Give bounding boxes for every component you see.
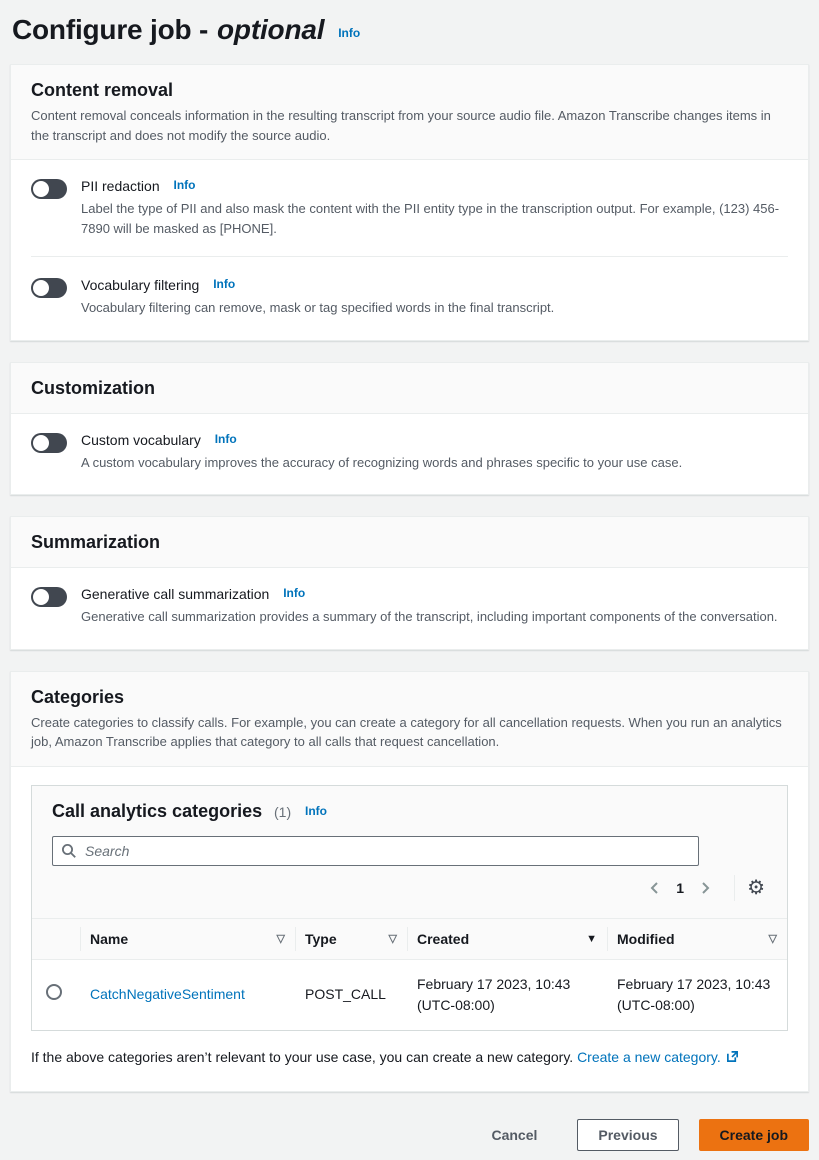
categories-card (10, 671, 809, 1092)
call-analytics-count: (1) (274, 803, 292, 820)
page-title (12, 14, 324, 45)
cancel-button[interactable]: Cancel (471, 1120, 557, 1150)
categories-footer (31, 1047, 788, 1069)
select-all-header (32, 918, 80, 959)
table-header-row (32, 918, 787, 959)
row-created-cell: February 17 2023, 10:43 (UTC-08:00) (417, 975, 571, 1013)
toggle-knob (33, 435, 49, 451)
column-header-name[interactable] (80, 918, 295, 959)
divider (734, 875, 735, 901)
row-name-cell (80, 959, 295, 1030)
column-header-created[interactable] (407, 918, 607, 959)
vocabulary-filtering-toggle[interactable] (31, 278, 67, 298)
customization-body (11, 414, 808, 495)
custom-vocabulary-text (81, 432, 788, 473)
column-label: Name (90, 930, 129, 947)
create-job-button[interactable]: Create job (699, 1119, 809, 1151)
pii-redaction-info-link[interactable]: Info (173, 178, 196, 192)
summarization-title: Summarization (31, 532, 161, 552)
sort-icon[interactable]: ▽ (388, 933, 397, 945)
search-input[interactable] (83, 842, 690, 860)
call-analytics-title: Call analytics categories (52, 800, 263, 821)
summarization-body (11, 568, 808, 649)
custom-vocabulary-toggle[interactable] (31, 433, 67, 453)
toggle-knob (33, 589, 49, 605)
sort-icon-descending[interactable]: ▼ (586, 932, 597, 945)
categories-body (11, 767, 808, 1091)
call-analytics-info-link[interactable]: Info (305, 803, 328, 818)
generative-summarization-row (31, 586, 788, 627)
generative-summarization-label: Generative call summarization (81, 586, 270, 602)
vocabulary-filtering-text (81, 277, 788, 318)
toggle-knob (33, 280, 49, 296)
customization-header (11, 363, 808, 414)
summarization-card (10, 516, 809, 650)
content-removal-title: Content removal (31, 80, 174, 100)
row-radio-button[interactable] (46, 984, 62, 1000)
search-box[interactable] (52, 836, 699, 866)
categories-header (11, 672, 808, 767)
content-removal-card (10, 64, 809, 341)
content-removal-description: Content removal conceals information in the resulting transcript from your source audio file. Amazon Transcribe changes items in the transcript and does not modify the source audio. (31, 108, 771, 143)
page-title-optional: optional (217, 14, 325, 45)
search-icon (61, 843, 77, 859)
custom-vocabulary-row (31, 432, 788, 473)
pii-redaction-description: Label the type of PII and also mask the content with the PII entity type in the transcription output. For example, (123) 456-7890 will be masked as [PHONE]. (81, 201, 780, 236)
pii-redaction-label: PII redaction (81, 178, 160, 194)
column-header-modified[interactable] (607, 918, 787, 959)
previous-button[interactable]: Previous (577, 1119, 678, 1151)
row-select-cell (32, 959, 80, 1030)
column-header-type[interactable] (295, 918, 407, 959)
sort-icon[interactable]: ▽ (276, 933, 285, 945)
summarization-header (11, 517, 808, 568)
sort-icon[interactable]: ▽ (768, 933, 777, 945)
content-removal-body (11, 160, 808, 340)
call-analytics-table (32, 918, 787, 1030)
categories-footer-text: If the above categories aren’t relevant to your use case, you can create a new category. (31, 1048, 574, 1065)
create-new-category-link[interactable]: Create a new category. (577, 1048, 721, 1065)
toggle-knob (33, 181, 49, 197)
vocabulary-filtering-description: Vocabulary filtering can remove, mask or tag specified words in the final transcript. (81, 300, 555, 315)
call-analytics-categories-panel (31, 785, 788, 1031)
form-actions (0, 1113, 819, 1151)
page-header (0, 0, 819, 64)
external-link-icon (726, 1050, 739, 1066)
pii-redaction-text (81, 178, 788, 238)
categories-description: Create categories to classify calls. For example, you can create a category for all cancellation requests. When you run an analytics job, Amazon Transcribe applies that category to all calls that request cancellation. (31, 714, 782, 749)
divider (31, 256, 788, 257)
column-label: Modified (617, 930, 675, 947)
call-analytics-panel-header (32, 786, 787, 918)
custom-vocabulary-description: A custom vocabulary improves the accuracy of recognizing words and phrases specific to your use case. (81, 454, 683, 470)
category-name-link[interactable]: CatchNegativeSentiment (90, 986, 245, 1002)
generative-summarization-description: Generative call summarization provides a summary of the transcript, including important components of the conversation. (81, 609, 778, 624)
vocabulary-filtering-label: Vocabulary filtering (81, 277, 200, 293)
row-type-cell: POST_CALL (305, 986, 386, 1002)
column-label: Type (305, 930, 337, 947)
generative-summarization-text (81, 586, 788, 627)
column-label: Created (417, 930, 470, 947)
page-title-prefix: Configure job - (12, 14, 209, 45)
custom-vocabulary-label: Custom vocabulary (81, 431, 201, 448)
pagination (52, 871, 767, 905)
customization-title: Customization (31, 377, 155, 398)
generative-summarization-toggle[interactable] (31, 587, 67, 607)
content-removal-header (11, 65, 808, 160)
table-row (32, 959, 787, 1030)
pii-redaction-row (31, 178, 788, 238)
categories-title: Categories (31, 686, 125, 707)
previous-page-button[interactable] (640, 876, 670, 900)
next-page-button[interactable] (690, 876, 720, 900)
vocabulary-filtering-row (31, 277, 788, 318)
customization-card (10, 362, 809, 496)
custom-vocabulary-info-link[interactable]: Info (214, 431, 237, 446)
generative-summarization-info-link[interactable]: Info (283, 586, 306, 600)
page-number[interactable]: 1 (676, 879, 685, 896)
vocabulary-filtering-info-link[interactable]: Info (213, 277, 236, 291)
preferences-gear-icon[interactable]: ⚙ (747, 876, 765, 899)
row-modified-cell: February 17 2023, 10:43 (UTC-08:00) (617, 975, 771, 1013)
page-info-link[interactable]: Info (338, 26, 361, 40)
pii-redaction-toggle[interactable] (31, 179, 67, 199)
